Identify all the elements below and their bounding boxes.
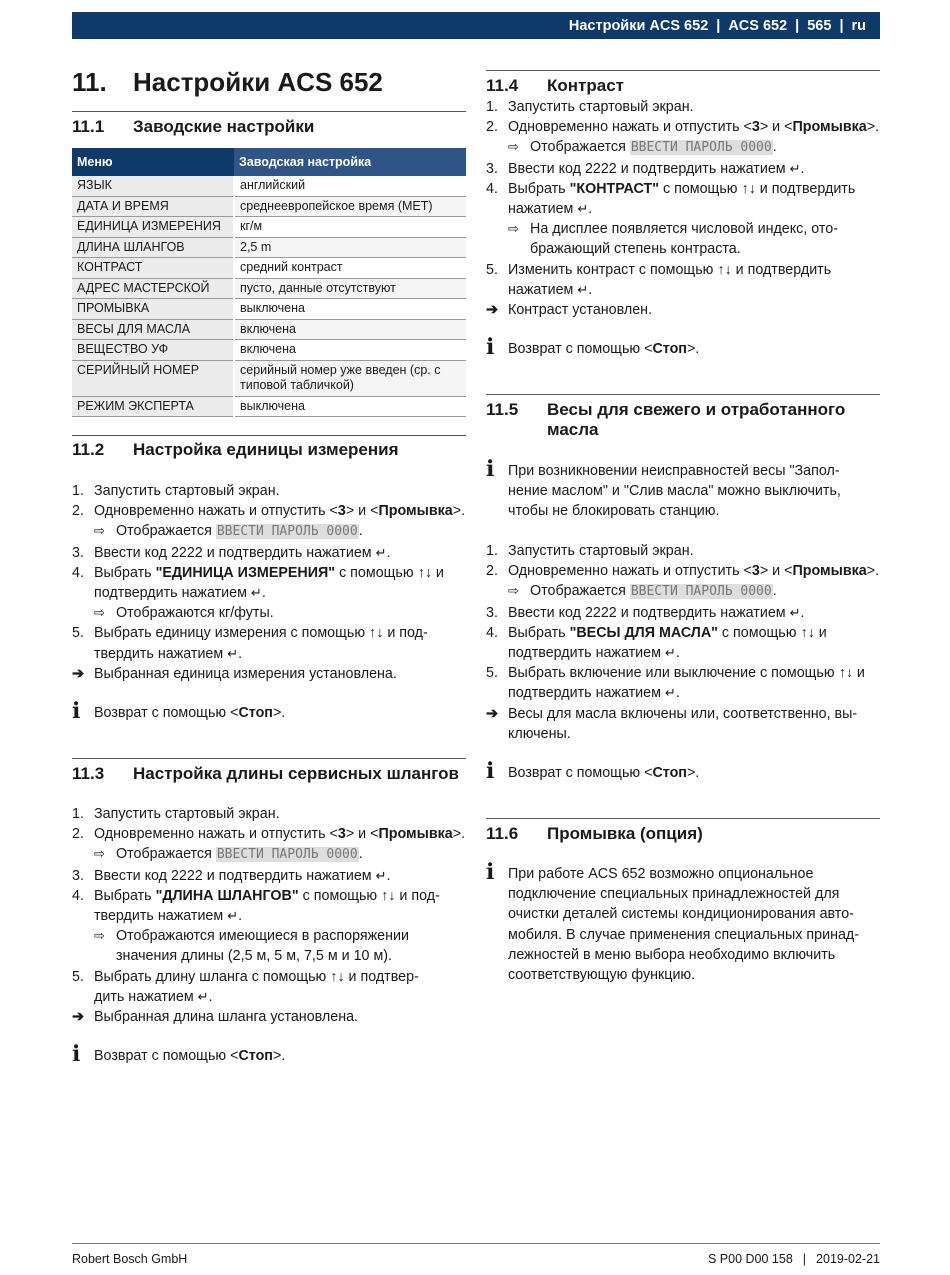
info-icon: ℹ	[72, 1042, 81, 1067]
footer-date: 2019-02-21	[816, 1252, 880, 1266]
section-11-5-info: ℹ При возникновении неисправностей весы "Запол- нение маслом" и "Слив масла" можно выключить, чтобы не блокировать станцию.	[486, 458, 880, 522]
header-page: 565	[807, 17, 832, 34]
footer-docnum: S P00 D00 158	[708, 1252, 793, 1266]
section-11-6-title: 11.6 Промывка (опция)	[486, 824, 703, 843]
header-lang: ru	[851, 17, 866, 34]
section-11-3-title: 11.3 Настройка длины сервисных шлангов	[72, 764, 459, 783]
section-11-3-steps: 1. Запустить стартовый экран. 2. Одновременно нажать и отпустить <3> и <Промывка>. ⇨ Отображается ВВЕСТИ ПАРОЛЬ 0000. 3. Ввести код 2222 и подтвердить нажатием ↵. 4. Выбрать "ДЛИНА ШЛАНГОВ" с помощью ↑↓ и под- твердить нажатием ↵. ⇨ Отображаются имеющиеся в распоряжении значения длины (2,5 м, 5 м, 7,5 м и 10 м). 5. Выбрать длину шланга с помощью ↑↓ и подтвер- дить нажатием ↵. ➔ Выбранная длина шланга установлена.	[72, 806, 466, 1026]
table-row: ДЛИНА ШЛАНГОВ 2,5 m	[72, 237, 466, 258]
table-row: ДАТА И ВРЕМЯ среднеевропейское время (MET)	[72, 196, 466, 217]
table-row: ПРОМЫВКА выключена	[72, 299, 466, 320]
table-row: РЕЖИМ ЭКСПЕРТА выключена	[72, 396, 466, 417]
info-icon: ℹ	[486, 759, 495, 784]
chapter-title: 11. Настройки ACS 652	[72, 67, 383, 97]
section-11-2-info: ℹ Возврат с помощью <Стоп>.	[72, 699, 286, 724]
footer-company: Robert Bosch GmbH	[72, 1252, 188, 1266]
section-11-4-info: ℹ Возврат с помощью <Стоп>.	[486, 335, 700, 360]
table-row: ЯЗЫК английский	[72, 176, 466, 196]
info-icon: ℹ	[486, 457, 495, 482]
info-icon: ℹ	[486, 860, 495, 885]
section-11-5-title: 11.5 Весы для свежего и отработанного масла	[486, 400, 846, 439]
section-11-1-title: 11.1 Заводские настройки	[72, 117, 315, 136]
table-row: СЕРИЙНЫЙ НОМЕР серийный номер уже введен (ср. с типовой табличкой)	[72, 360, 466, 396]
header-model: ACS 652	[728, 17, 788, 34]
section-11-3-info: ℹ Возврат с помощью <Стоп>.	[72, 1042, 286, 1067]
page-header: Настройки ACS 652 | ACS 652 | 565 | ru	[72, 12, 880, 39]
table-row: ЕДИНИЦА ИЗМЕРЕНИЯ кг/м	[72, 217, 466, 238]
info-icon: ℹ	[72, 699, 81, 724]
table-row: КОНТРАСТ средний контраст	[72, 258, 466, 279]
section-11-2-title: 11.2 Настройка единицы измерения	[72, 440, 399, 459]
header-title: Настройки ACS 652	[568, 17, 709, 34]
page-footer: Robert Bosch GmbH S P00 D00 158 | 2019-02-21	[72, 1243, 880, 1266]
section-11-5-return: ℹ Возврат с помощью <Стоп>.	[486, 759, 700, 784]
factory-settings-table: Меню Заводская настройка ЯЗЫК английский ДАТА И ВРЕМЯ среднеевропейское время (MET) ЕДИНИЦА ИЗМЕРЕНИЯ кг/м ДЛИНА ШЛАНГОВ 2,5 m КОНТРАСТ средний контраст АДРЕС МАСТЕРСКОЙ пусто, данные отсутствуют ПРОМЫВКА выключена ВЕСЫ ДЛЯ МАСЛА включена ВЕЩЕСТВО УФ включена СЕРИЙНЫЙ НОМЕР серийный номер уже введен (ср. с типовой табличкой) РЕЖИМ ЭКСПЕРТА выключена	[72, 148, 466, 417]
section-11-6-info: ℹ При работе ACS 652 возможно опциональное подключение специальных принадлежностей для очистки деталей системы кондиционирования авто- мобиля. В случае применения специальных принад- лежностей в меню выбора необходимо включить соответствующую функцию.	[486, 861, 880, 985]
section-11-2-steps: 1. Запустить стартовый экран. 2. Одновременно нажать и отпустить <3> и <Промывка>. ⇨ Отображается ВВЕСТИ ПАРОЛЬ 0000. 3. Ввести код 2222 и подтвердить нажатием ↵. 4. Выбрать "ЕДИНИЦА ИЗМЕРЕНИЯ" с помощью ↑↓ и подтвердить нажатием ↵. ⇨ Отображаются кг/футы. 5. Выбрать единицу измерения с помощью ↑↓ и под- твердить нажатием ↵. ➔ Выбранная единица измерения установлена.	[72, 483, 466, 682]
table-row: АДРЕС МАСТЕРСКОЙ пусто, данные отсутствуют	[72, 278, 466, 299]
section-11-4-steps: 1. Запустить стартовый экран. 2. Одновременно нажать и отпустить <3> и <Промывка>. ⇨ Отображается ВВЕСТИ ПАРОЛЬ 0000. 3. Ввести код 2222 и подтвердить нажатием ↵. 4. Выбрать "КОНТРАСТ" с помощью ↑↓ и подтвердить нажатием ↵. ⇨ На дисплее появляется числовой индекс, ото- бражающий степень контраста. 5. Изменить контраст с помощью ↑↓ и подтвердить нажатием ↵. ➔ Контраст установлен.	[486, 99, 880, 319]
section-11-4-title: 11.4 Контраст	[486, 76, 624, 95]
table-row: ВЕЩЕСТВО УФ включена	[72, 340, 466, 361]
section-11-5-steps: 1. Запустить стартовый экран. 2. Одновременно нажать и отпустить <3> и <Промывка>. ⇨ Отображается ВВЕСТИ ПАРОЛЬ 0000. 3. Ввести код 2222 и подтвердить нажатием ↵. 4. Выбрать "ВЕСЫ ДЛЯ МАСЛА" с помощью ↑↓ и подтвердить нажатием ↵. 5. Выбрать включение или выключение с помощью ↑↓ и подтвердить нажатием ↵. ➔ Весы для масла включены или, соответственно, вы- ключены.	[486, 543, 880, 742]
table-row: ВЕСЫ ДЛЯ МАСЛА включена	[72, 319, 466, 340]
info-icon: ℹ	[486, 335, 495, 360]
